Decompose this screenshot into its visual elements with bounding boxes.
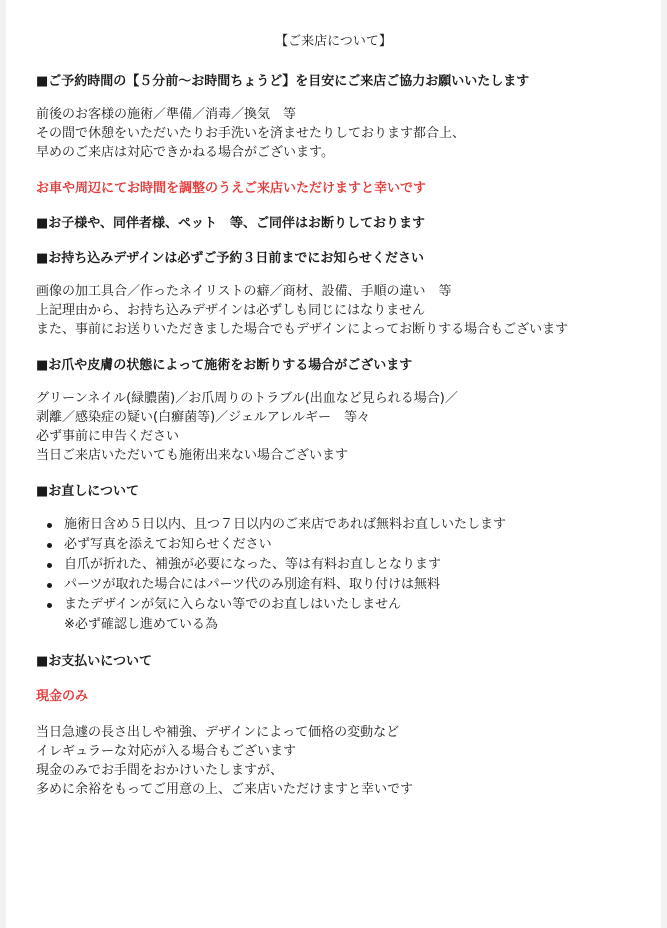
text-line: 剥離／感染症の疑い(白癬菌等)／ジェルアレルギー 等々 (36, 410, 371, 425)
payment-text (36, 723, 661, 799)
list-item: パーツが取れた場合にはパーツ代のみ別途有料、取り付けは無料 (46, 575, 661, 595)
nail-condition-heading: ■お爪や皮膚の状態によって施術をお断りする場合がございます (36, 358, 413, 373)
reservation-text (36, 105, 661, 162)
notice-page (6, 0, 661, 928)
design-heading: ■お持ち込みデザインは必ずご予約３日前までにお知らせください (36, 251, 424, 266)
reservation-heading: ■ご予約時間の【５分前〜お時間ちょうど】を目安にご来店ご協力お願いいたします (36, 74, 530, 89)
list-sub-note: ※必ず確認し進めている為 (64, 617, 218, 632)
repair-list (36, 515, 661, 635)
text-line: 当日急遽の長さ出しや補強、デザインによって価格の変動など (36, 725, 400, 740)
text-line: 多めに余裕をもってご用意の上、ご来店いただけますと幸いです (36, 782, 414, 797)
text-line: 上記理由から、お持ち込みデザインは必ずしも同じにはなりません (36, 303, 426, 318)
list-item: 必ず写真を添えてお知らせください (46, 535, 661, 555)
page-title: 【ご来店について】 (275, 34, 392, 49)
text-line: その間で休憩をいただいたりお手洗いを済ませたりしております都合上、 (36, 126, 466, 141)
text-line: 必ず事前に申告ください (36, 429, 180, 444)
text-line: 前後のお客様の施術／準備／消毒／換気 等 (36, 107, 297, 122)
nail-condition-text (36, 389, 661, 465)
text-line: 早めのご来店は対応できかねる場合がございます。 (36, 145, 334, 160)
design-text (36, 282, 661, 339)
text-line: グリーンネイル(緑膿菌)／お爪周りのトラブル(出血など見られる場合)／ (36, 391, 458, 406)
text-line: また、事前にお送りいただきました場合でもデザインによってお断りする場合もございます (36, 322, 569, 337)
text-line: 現金のみでお手間をおかけいたしますが、 (36, 763, 284, 778)
list-item: 自爪が折れた、補強が必要になった、等は有料お直しとなります (46, 555, 661, 575)
list-item: またデザインが気に入らない等でのお直しはいたしません (46, 595, 661, 615)
repair-heading: ■お直しについて (36, 484, 140, 499)
text-line: 画像の加工具合／作ったネイリストの癖／商材、設備、手順の違い 等 (36, 284, 452, 299)
reservation-note: お車や周辺にてお時間を調整のうえご来店いただけますと幸いです (36, 181, 427, 196)
payment-heading: ■お支払いについて (36, 654, 153, 669)
payment-note: 現金のみ (36, 689, 89, 704)
text-line: 当日ご来店いただいても施術出来ない場合ございます (36, 448, 349, 463)
companions-heading: ■お子様や、同伴者様、ペット 等、ご同伴はお断りしております (36, 216, 426, 231)
text-line: イレギュラーな対応が入る場合もございます (36, 744, 297, 759)
list-item: 施術日含め５日以内、且つ７日以内のご来店であれば無料お直しいたします (46, 515, 661, 535)
